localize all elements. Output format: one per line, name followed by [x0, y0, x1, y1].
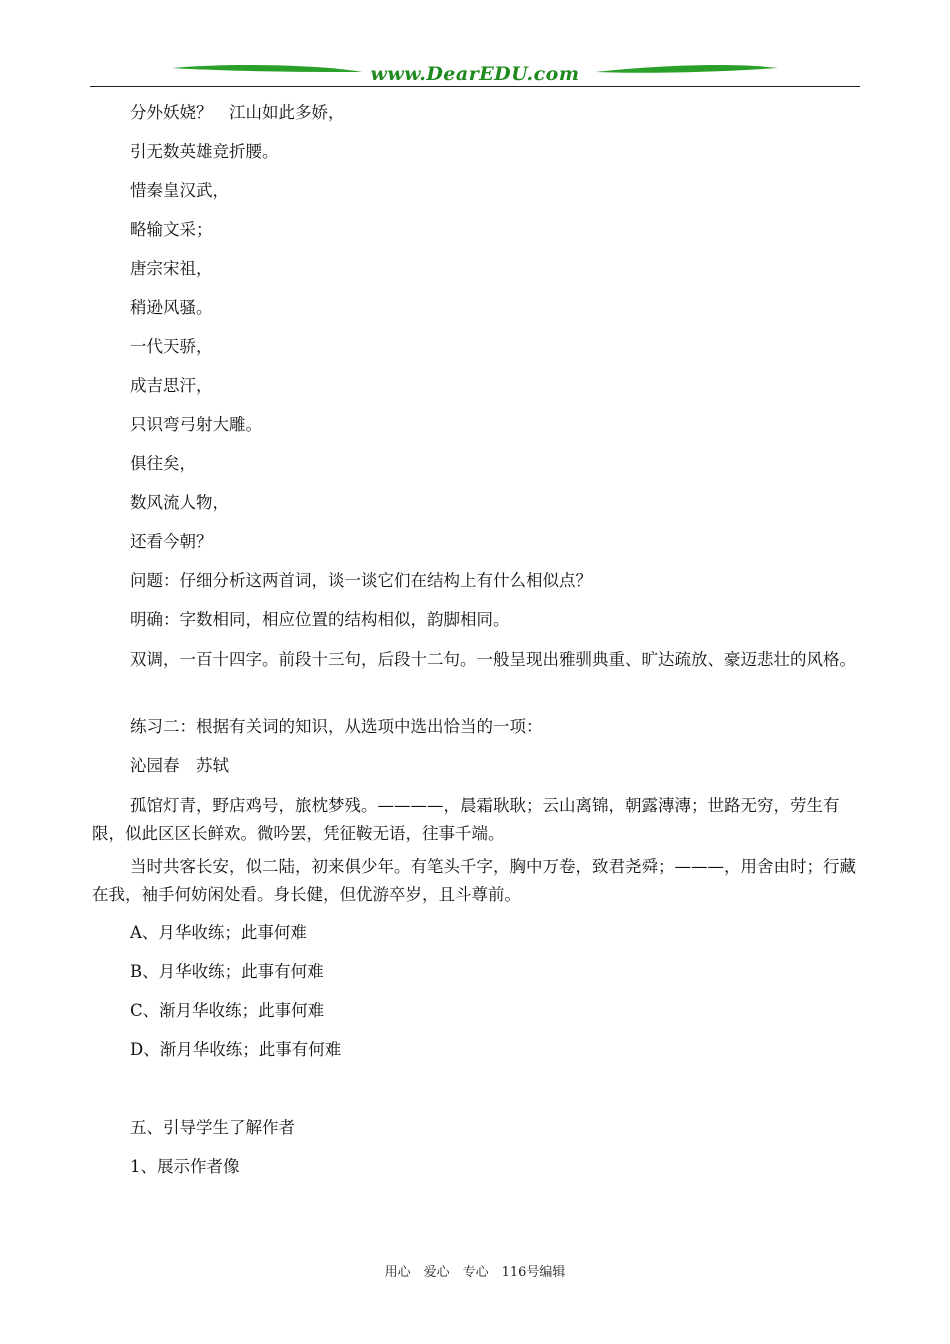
poem-line-7: 一代天骄，	[130, 337, 213, 356]
option-b: B、月华收练；此事有何难	[130, 962, 324, 981]
exercise-line: 练习二：根据有关词的知识，从选项中选出恰当的一项：	[130, 717, 543, 736]
option-c: C、渐月华收练；此事何难	[130, 1001, 325, 1020]
page-footer: 用心 爱心 专心 116号编辑	[384, 1265, 566, 1280]
poem-line-2: 引无数英雄竞折腰。	[130, 142, 279, 161]
option-a: A、月华收练；此事何难	[130, 923, 307, 942]
poem-title: 沁园春 苏轼	[130, 756, 229, 775]
poem-line-3: 惜秦皇汉武，	[130, 181, 229, 200]
page-header	[90, 60, 860, 90]
section-heading: 五、引导学生了解作者	[130, 1118, 295, 1137]
poem-line-4: 略输文采；	[130, 220, 213, 239]
poem-paragraph-1: 孤馆灯青，野店鸡号，旅枕梦残。————，晨霜耿耿；云山离锦，朝露漙漙；世路无穷，劳生有限，似此区区长鲜欢。微吟罢，凭征鞍无语，往事千端。	[92, 796, 840, 843]
poem-line-9: 只识弯弓射大雕。	[130, 415, 262, 434]
poem-line-1: 分外妖娆？ 江山如此多娇，	[130, 103, 345, 122]
poem-paragraph-2: 当时共客长安，似二陆，初来俱少年。有笔头千字，胸中万卷，致君尧舜；———，用舍由时；行藏在我，袖手何妨闲处看。身长健，但优游卒岁，且斗尊前。	[92, 857, 856, 904]
poem-line-8: 成吉思汗，	[130, 376, 213, 395]
poem-line-5: 唐宗宋祖，	[130, 259, 213, 278]
header-rule	[90, 86, 860, 87]
header-brand: www.DearEDU.com	[370, 63, 580, 85]
poem-line-6: 稍逊风骚。	[130, 298, 213, 317]
subsection-heading: 1、展示作者像	[130, 1157, 240, 1176]
description-paragraph: 双调，一百十四字。前段十三句，后段十二句。一般呈现出雅驯典重、旷达疏放、豪迈悲壮的风格。	[130, 650, 856, 669]
answer-line: 明确：字数相同，相应位置的结构相似，韵脚相同。	[130, 610, 510, 629]
poem-line-10: 俱往矣，	[130, 454, 196, 473]
poem-line-11: 数风流人物，	[130, 493, 229, 512]
poem-line-12: 还看今朝？	[130, 532, 213, 551]
question-line: 问题：仔细分析这两首词，谈一谈它们在结构上有什么相似点？	[130, 571, 592, 590]
option-d: D、渐月华收练；此事有何难	[130, 1040, 342, 1059]
